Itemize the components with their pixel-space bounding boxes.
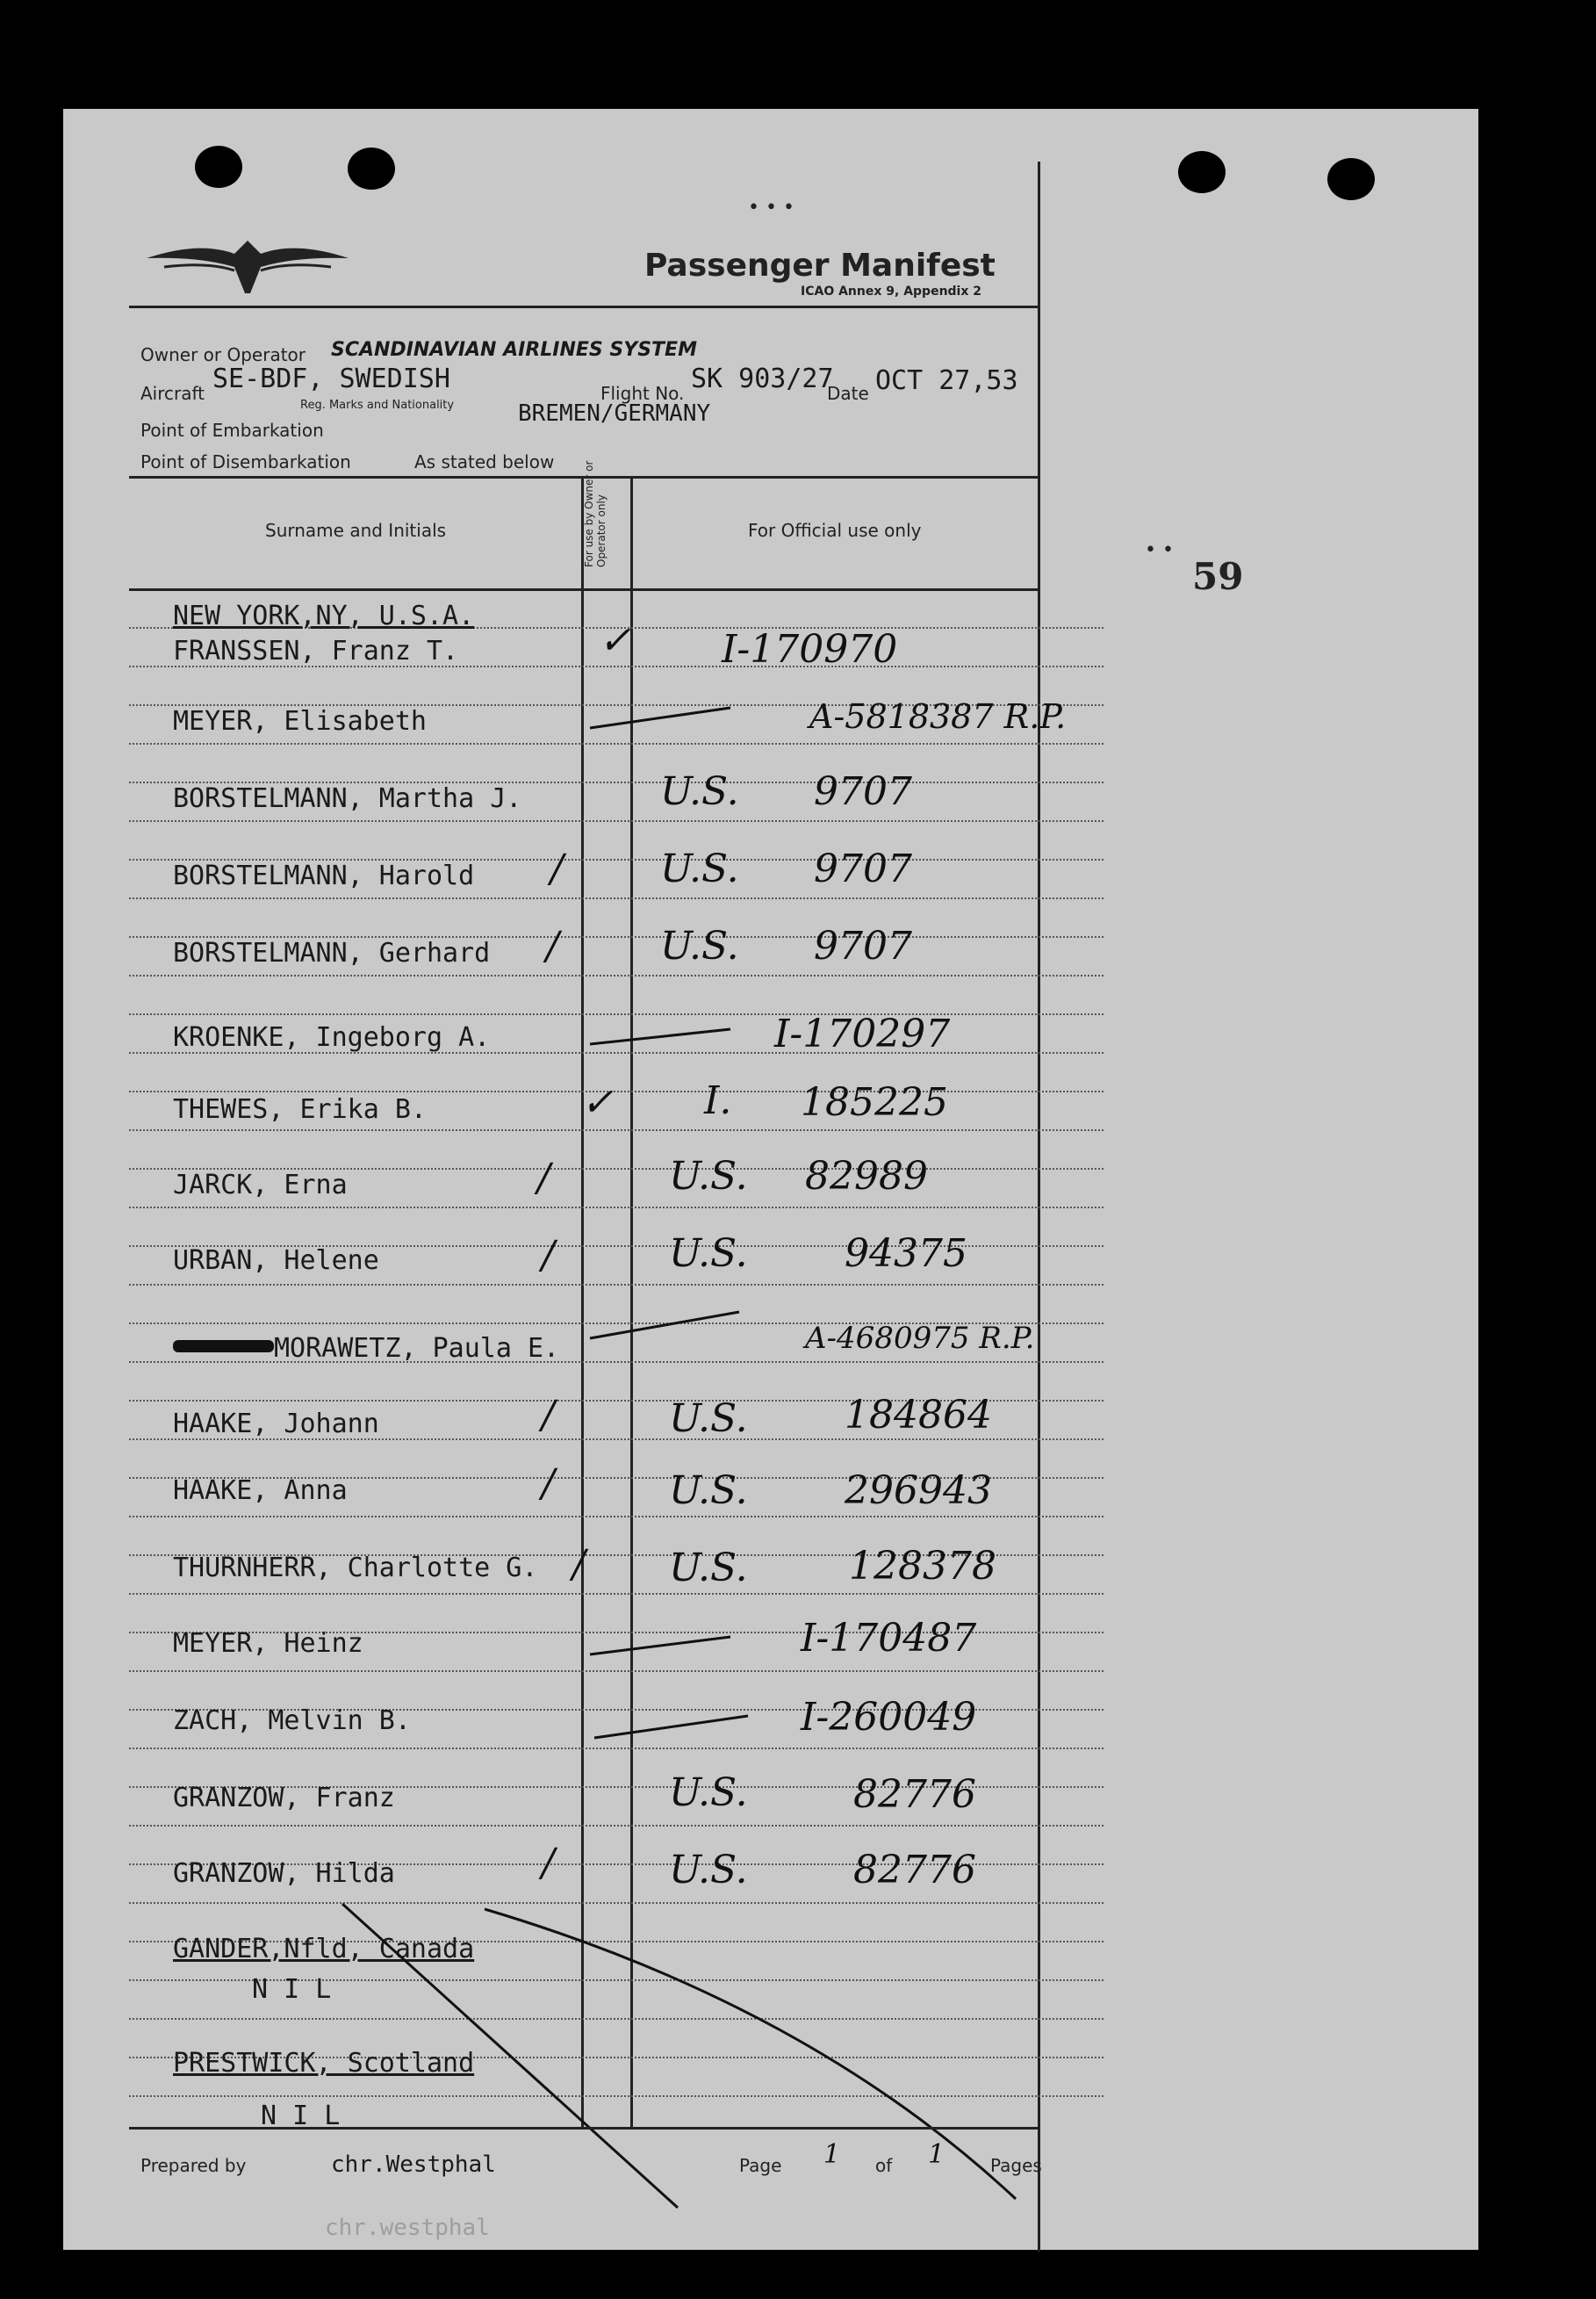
passenger-name: BORSTELMANN, Gerhard xyxy=(173,938,491,969)
document-type: U.S. xyxy=(669,1154,748,1199)
passport-number: 82776 xyxy=(853,1848,976,1892)
of-label: of xyxy=(875,2155,893,2176)
passenger-name: MORAWETZ, Paula E. xyxy=(274,1333,560,1364)
check-mark: ✓ xyxy=(581,1080,614,1125)
passport-number: 128378 xyxy=(849,1544,996,1589)
section-heading-gander: GANDER,Nfld, Canada xyxy=(173,1934,475,1964)
passenger-name: HAAKE, Anna xyxy=(173,1475,348,1506)
passenger-name: JARCK, Erna xyxy=(173,1170,348,1200)
passenger-name: MEYER, Elisabeth xyxy=(173,706,427,737)
nil-prestwick: N I L xyxy=(261,2101,341,2131)
nil-gander: N I L xyxy=(252,1974,332,2005)
aircraft-value: SE-BDF, SWEDISH xyxy=(212,364,450,394)
aircraft-label: Aircraft xyxy=(140,383,205,404)
document-type: U.S. xyxy=(669,1848,748,1892)
document-type: U.S. xyxy=(669,1231,748,1276)
passenger-name: BORSTELMANN, Martha J. xyxy=(173,783,522,814)
passport-number: I-170970 xyxy=(722,627,898,672)
table-bottom-line xyxy=(129,2127,1038,2130)
disembark-value: As stated below xyxy=(414,451,555,472)
check-mark: / xyxy=(542,1841,555,1885)
passport-number: 82989 xyxy=(805,1154,928,1199)
check-mark: / xyxy=(542,1393,555,1438)
section-heading-prestwick: PRESTWICK, Scotland xyxy=(173,2048,475,2079)
flight-value: SK 903/27 xyxy=(691,364,834,394)
col-official-header: For Official use only xyxy=(748,520,922,541)
passenger-name: GRANZOW, Hilda xyxy=(173,1858,395,1889)
check-mark: / xyxy=(546,924,559,969)
passport-number: 9707 xyxy=(814,847,912,891)
page-label: Page xyxy=(739,2155,782,2176)
passenger-name: HAAKE, Johann xyxy=(173,1409,379,1439)
passport-number: 296943 xyxy=(845,1468,992,1513)
check-mark: / xyxy=(572,1542,586,1587)
passport-number: 9707 xyxy=(814,769,912,814)
passport-number: A-4680975 R.P. xyxy=(805,1321,1035,1356)
side-mark: • • xyxy=(1145,539,1174,561)
manifest-sheet xyxy=(63,109,1478,2250)
document-type: U.S. xyxy=(669,1468,748,1513)
passport-number: I-260049 xyxy=(801,1695,977,1740)
owner-value: SCANDINAVIAN AIRLINES SYSTEM xyxy=(331,339,697,361)
passport-number: 185225 xyxy=(801,1080,948,1125)
passenger-name: GRANZOW, Franz xyxy=(173,1783,395,1813)
passenger-name: THEWES, Erika B. xyxy=(173,1094,427,1125)
owner-label: Owner or Operator xyxy=(140,344,306,365)
document-type: U.S. xyxy=(669,1546,748,1590)
document-type: U.S. xyxy=(660,769,739,814)
check-mark: / xyxy=(542,1233,555,1278)
col-owner-header: For use by Owner or Operator only xyxy=(583,460,607,567)
passenger-name: THURNHERR, Charlotte G. xyxy=(173,1553,538,1583)
passenger-name: MEYER, Heinz xyxy=(173,1628,363,1659)
date-label: Date xyxy=(827,383,869,404)
document-type: I. xyxy=(704,1078,732,1123)
passenger-name: BORSTELMANN, Harold xyxy=(173,861,475,891)
date-value: OCT 27,53 xyxy=(875,365,1018,396)
section-heading-new-york: NEW YORK,NY, U.S.A. xyxy=(173,601,475,631)
check-mark: ✓ xyxy=(599,618,631,663)
passenger-name: ZACH, Melvin B. xyxy=(173,1705,411,1736)
manifest-title: Passenger Manifest xyxy=(644,248,996,284)
document-type: U.S. xyxy=(669,1396,748,1441)
embark-label: Point of Embarkation xyxy=(140,420,324,441)
passenger-name: KROENKE, Ingeborg A. xyxy=(173,1022,491,1053)
embark-value: BREMEN/GERMANY xyxy=(518,400,711,427)
passport-number: A-5818387 R.P. xyxy=(809,697,1067,736)
passport-number: 184864 xyxy=(845,1393,992,1438)
top-mark: • • • xyxy=(748,197,794,219)
faded-stamp: chr.westphal xyxy=(325,2215,490,2241)
document-type: U.S. xyxy=(669,1770,748,1815)
passport-number: 82776 xyxy=(853,1772,976,1817)
prepared-value: chr.Westphal xyxy=(331,2151,496,2178)
pages-label: Pages xyxy=(990,2155,1042,2176)
passenger-name: FRANSSEN, Franz T. xyxy=(173,636,459,667)
document-type: U.S. xyxy=(660,847,739,891)
manifest-subtitle: ICAO Annex 9, Appendix 2 xyxy=(801,285,982,299)
reg-label: Reg. Marks and Nationality xyxy=(300,399,455,412)
cross-out-strokes xyxy=(63,109,1478,2250)
passport-number: 9707 xyxy=(814,924,912,969)
check-mark: / xyxy=(537,1156,550,1200)
passport-number: 94375 xyxy=(845,1231,967,1276)
check-mark: / xyxy=(550,847,564,891)
passport-number: I-170297 xyxy=(774,1012,951,1056)
page-value: 1 xyxy=(823,2139,841,2170)
passenger-name: URBAN, Helene xyxy=(173,1245,379,1276)
of-value: 1 xyxy=(928,2139,945,2170)
flight-label: Flight No. xyxy=(600,383,685,404)
prepared-label: Prepared by xyxy=(140,2155,247,2176)
disembark-label: Point of Disembarkation xyxy=(140,451,351,472)
check-mark: / xyxy=(542,1461,555,1506)
page-number: 59 xyxy=(1192,555,1244,598)
col-surname-header: Surname and Initials xyxy=(265,520,447,541)
document-type: U.S. xyxy=(660,924,739,969)
passport-number: I-170487 xyxy=(801,1616,977,1661)
